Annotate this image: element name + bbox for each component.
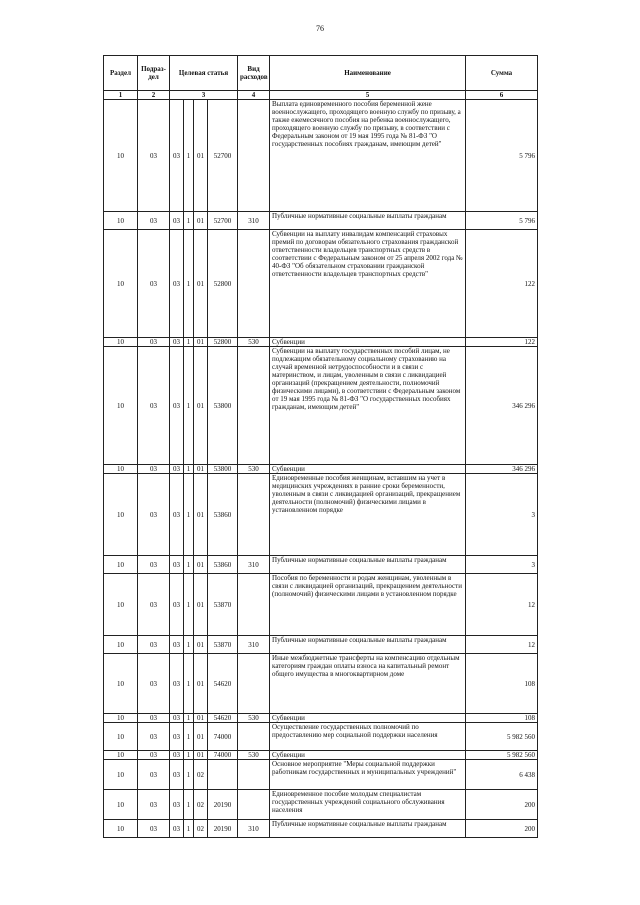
sum-cell: 12 (466, 574, 538, 636)
table-row (104, 574, 538, 636)
target-part3-cell: 01 (194, 474, 208, 556)
target-part3-cell: 02 (194, 790, 208, 820)
target-part3-cell: 01 (194, 347, 208, 465)
expense-type-cell (238, 760, 270, 790)
podrazdel-cell: 03 (138, 636, 170, 654)
column-number-row (104, 91, 538, 100)
razdel-cell: 10 (104, 790, 138, 820)
target-part4-cell: 52700 (208, 100, 238, 212)
header-sum: Сумма (466, 56, 538, 91)
name-cell: Пособия по беременности и родам женщинам, уволенным в связи с ликвидацией организаций, прекращением деятельности (полномочий) физическими лицами в установленном порядке (270, 574, 466, 636)
target-part4-cell: 53870 (208, 636, 238, 654)
target-part4-cell: 54620 (208, 714, 238, 723)
sum-cell: 5 982 560 (466, 751, 538, 760)
name-cell: Субвенции (270, 714, 466, 723)
name-cell: Публичные нормативные социальные выплаты гражданам (270, 636, 466, 654)
sum-cell: 12 (466, 636, 538, 654)
target-part4-cell: 54620 (208, 654, 238, 714)
razdel-cell: 10 (104, 714, 138, 723)
podrazdel-cell: 03 (138, 230, 170, 338)
target-part4-cell: 53870 (208, 574, 238, 636)
target-part2-cell: 1 (184, 212, 194, 230)
target-part4-cell: 52700 (208, 212, 238, 230)
target-part2-cell: 1 (184, 636, 194, 654)
target-part3-cell: 01 (194, 714, 208, 723)
table-row (104, 347, 538, 465)
table-row (104, 714, 538, 723)
header-row (104, 56, 538, 91)
target-part3-cell: 01 (194, 338, 208, 347)
target-part3-cell: 01 (194, 556, 208, 574)
table-row (104, 820, 538, 838)
col-number: 1 (104, 91, 138, 100)
name-cell: Иные межбюджетные трансферты на компенсацию отдельным категориям граждан оплаты взноса на капитальный ремонт общего имущества в многоквартирном доме (270, 654, 466, 714)
sum-cell: 3 (466, 474, 538, 556)
col-number: 2 (138, 91, 170, 100)
target-part2-cell: 1 (184, 714, 194, 723)
expense-type-cell (238, 654, 270, 714)
target-part3-cell: 02 (194, 820, 208, 838)
target-part2-cell: 1 (184, 465, 194, 474)
target-part3-cell: 01 (194, 100, 208, 212)
sum-cell: 5 796 (466, 212, 538, 230)
target-part2-cell: 1 (184, 556, 194, 574)
target-part4-cell: 53800 (208, 347, 238, 465)
expense-type-cell: 310 (238, 636, 270, 654)
name-cell: Субвенции (270, 465, 466, 474)
target-part1-cell: 03 (170, 230, 184, 338)
target-part4-cell: 53860 (208, 556, 238, 574)
razdel-cell: 10 (104, 636, 138, 654)
target-part1-cell: 03 (170, 338, 184, 347)
target-part1-cell: 03 (170, 723, 184, 751)
target-part2-cell: 1 (184, 230, 194, 338)
target-part1-cell: 03 (170, 212, 184, 230)
target-part2-cell: 1 (184, 751, 194, 760)
target-part1-cell: 03 (170, 347, 184, 465)
expense-type-cell: 530 (238, 714, 270, 723)
expense-type-cell (238, 723, 270, 751)
table-row (104, 474, 538, 556)
razdel-cell: 10 (104, 474, 138, 556)
sum-cell: 346 296 (466, 465, 538, 474)
target-part1-cell: 03 (170, 636, 184, 654)
target-part2-cell: 1 (184, 760, 194, 790)
podrazdel-cell: 03 (138, 723, 170, 751)
target-part2-cell: 1 (184, 654, 194, 714)
expense-type-cell (238, 100, 270, 212)
target-part4-cell: 74000 (208, 723, 238, 751)
expense-type-cell (238, 790, 270, 820)
name-cell: Выплата единовременного пособия беременной жене военнослужащего, проходящего военную службу по призыву, а также ежемесячного пособия на ребенка военнослужащего, проходящего военную службу по призыву, в соответствии с Федеральным законом от 19 мая 1995 года № 81-ФЗ "О государственных пособиях гражданам, имеющим детей" (270, 100, 466, 212)
sum-cell: 6 438 (466, 760, 538, 790)
razdel-cell: 10 (104, 723, 138, 751)
razdel-cell: 10 (104, 338, 138, 347)
header-vid: Вид расходов (238, 56, 270, 91)
header-target: Целевая статья (170, 56, 238, 91)
target-part2-cell: 1 (184, 820, 194, 838)
table-row (104, 230, 538, 338)
name-cell: Единовременные пособия женщинам, вставшим на учет в медицинских учреждениях в ранние сроки беременности, уволенным в связи с ликвидацией организаций, прекращением деятельности (полномочий) физическими лицами в установленном порядке (270, 474, 466, 556)
expense-type-cell: 530 (238, 751, 270, 760)
header-name: Наименование (270, 56, 466, 91)
razdel-cell: 10 (104, 760, 138, 790)
name-cell: Субвенции (270, 338, 466, 347)
table-row (104, 465, 538, 474)
table-row (104, 212, 538, 230)
sum-cell: 3 (466, 556, 538, 574)
col-number: 6 (466, 91, 538, 100)
target-part2-cell: 1 (184, 100, 194, 212)
col-number: 5 (270, 91, 466, 100)
target-part4-cell: 53860 (208, 474, 238, 556)
budget-table (103, 55, 538, 838)
podrazdel-cell: 03 (138, 760, 170, 790)
target-part2-cell: 1 (184, 790, 194, 820)
name-cell: Публичные нормативные социальные выплаты гражданам (270, 212, 466, 230)
target-part1-cell: 03 (170, 714, 184, 723)
target-part1-cell: 03 (170, 100, 184, 212)
sum-cell: 200 (466, 790, 538, 820)
podrazdel-cell: 03 (138, 556, 170, 574)
header-podrazdel: Подраз-дел (138, 56, 170, 91)
target-part2-cell: 1 (184, 723, 194, 751)
expense-type-cell: 310 (238, 556, 270, 574)
target-part1-cell: 03 (170, 654, 184, 714)
podrazdel-cell: 03 (138, 654, 170, 714)
target-part2-cell: 1 (184, 474, 194, 556)
name-cell: Основное мероприятие "Меры социальной поддержки работникам государственных и муниципальных учреждений" (270, 760, 466, 790)
target-part1-cell: 03 (170, 474, 184, 556)
col-number: 4 (238, 91, 270, 100)
target-part4-cell: 52800 (208, 230, 238, 338)
name-cell: Единовременное пособие молодым специалистам государственных учреждений социального обслуживания населения (270, 790, 466, 820)
target-part2-cell: 1 (184, 574, 194, 636)
table-row (104, 723, 538, 751)
table-row (104, 556, 538, 574)
target-part2-cell: 1 (184, 347, 194, 465)
table-row (104, 636, 538, 654)
razdel-cell: 10 (104, 820, 138, 838)
target-part3-cell: 01 (194, 636, 208, 654)
expense-type-cell: 310 (238, 212, 270, 230)
table-row (104, 654, 538, 714)
sum-cell: 5 796 (466, 100, 538, 212)
podrazdel-cell: 03 (138, 751, 170, 760)
table-row (104, 338, 538, 347)
podrazdel-cell: 03 (138, 574, 170, 636)
razdel-cell: 10 (104, 574, 138, 636)
razdel-cell: 10 (104, 230, 138, 338)
razdel-cell: 10 (104, 556, 138, 574)
target-part3-cell: 01 (194, 751, 208, 760)
podrazdel-cell: 03 (138, 714, 170, 723)
expense-type-cell: 530 (238, 338, 270, 347)
sum-cell: 122 (466, 230, 538, 338)
target-part1-cell: 03 (170, 760, 184, 790)
target-part4-cell: 52800 (208, 338, 238, 347)
target-part2-cell: 1 (184, 338, 194, 347)
target-part1-cell: 03 (170, 790, 184, 820)
podrazdel-cell: 03 (138, 338, 170, 347)
target-part3-cell: 01 (194, 230, 208, 338)
target-part1-cell: 03 (170, 465, 184, 474)
target-part4-cell (208, 760, 238, 790)
razdel-cell: 10 (104, 212, 138, 230)
podrazdel-cell: 03 (138, 465, 170, 474)
podrazdel-cell: 03 (138, 474, 170, 556)
target-part3-cell: 02 (194, 760, 208, 790)
expense-type-cell (238, 230, 270, 338)
name-cell: Субвенции (270, 751, 466, 760)
target-part4-cell: 20190 (208, 820, 238, 838)
sum-cell: 122 (466, 338, 538, 347)
podrazdel-cell: 03 (138, 347, 170, 465)
target-part3-cell: 01 (194, 574, 208, 636)
podrazdel-cell: 03 (138, 820, 170, 838)
name-cell: Субвенции на выплату государственных пособий лицам, не подлежащим обязательному социальному страхованию на случай временной нетрудоспособности и в связи с материнством, и лицам, уволенным в связи с ликвидацией организаций (прекращением деятельности, полномочий физическими лицами), в соответствии с Федеральным законом от 19 мая 1995 года № 81-ФЗ "О государственных пособиях гражданам, имеющим детей" (270, 347, 466, 465)
sum-cell: 5 982 560 (466, 723, 538, 751)
header-razdel: Раздел (104, 56, 138, 91)
sum-cell: 108 (466, 654, 538, 714)
razdel-cell: 10 (104, 654, 138, 714)
razdel-cell: 10 (104, 100, 138, 212)
target-part4-cell: 53800 (208, 465, 238, 474)
expense-type-cell: 310 (238, 820, 270, 838)
page-number: 76 (316, 24, 324, 33)
razdel-cell: 10 (104, 751, 138, 760)
expense-type-cell: 530 (238, 465, 270, 474)
name-cell: Осуществление государственных полномочий по предоставлению мер социальной поддержки населения (270, 723, 466, 751)
table-row (104, 100, 538, 212)
target-part1-cell: 03 (170, 574, 184, 636)
expense-type-cell (238, 574, 270, 636)
name-cell: Публичные нормативные социальные выплаты гражданам (270, 820, 466, 838)
target-part4-cell: 74000 (208, 751, 238, 760)
name-cell: Публичные нормативные социальные выплаты гражданам (270, 556, 466, 574)
razdel-cell: 10 (104, 465, 138, 474)
podrazdel-cell: 03 (138, 100, 170, 212)
sum-cell: 108 (466, 714, 538, 723)
razdel-cell: 10 (104, 347, 138, 465)
name-cell: Субвенции на выплату инвалидам компенсаций страховых премий по договорам обязательного страхования гражданской ответственности владельцев транспортных средств в соответствии с Федеральным законом от 25 апреля 2002 года № 40-ФЗ "Об обязательном страховании гражданской ответственности владельцев транспортных средств" (270, 230, 466, 338)
table-row (104, 751, 538, 760)
table-row (104, 790, 538, 820)
sum-cell: 346 296 (466, 347, 538, 465)
expense-type-cell (238, 347, 270, 465)
target-part3-cell: 01 (194, 212, 208, 230)
col-number: 3 (170, 91, 238, 100)
target-part3-cell: 01 (194, 465, 208, 474)
table-row (104, 760, 538, 790)
podrazdel-cell: 03 (138, 790, 170, 820)
target-part1-cell: 03 (170, 751, 184, 760)
target-part1-cell: 03 (170, 556, 184, 574)
target-part4-cell: 20190 (208, 790, 238, 820)
expense-type-cell (238, 474, 270, 556)
target-part1-cell: 03 (170, 820, 184, 838)
sum-cell: 200 (466, 820, 538, 838)
target-part3-cell: 01 (194, 654, 208, 714)
target-part3-cell: 01 (194, 723, 208, 751)
podrazdel-cell: 03 (138, 212, 170, 230)
